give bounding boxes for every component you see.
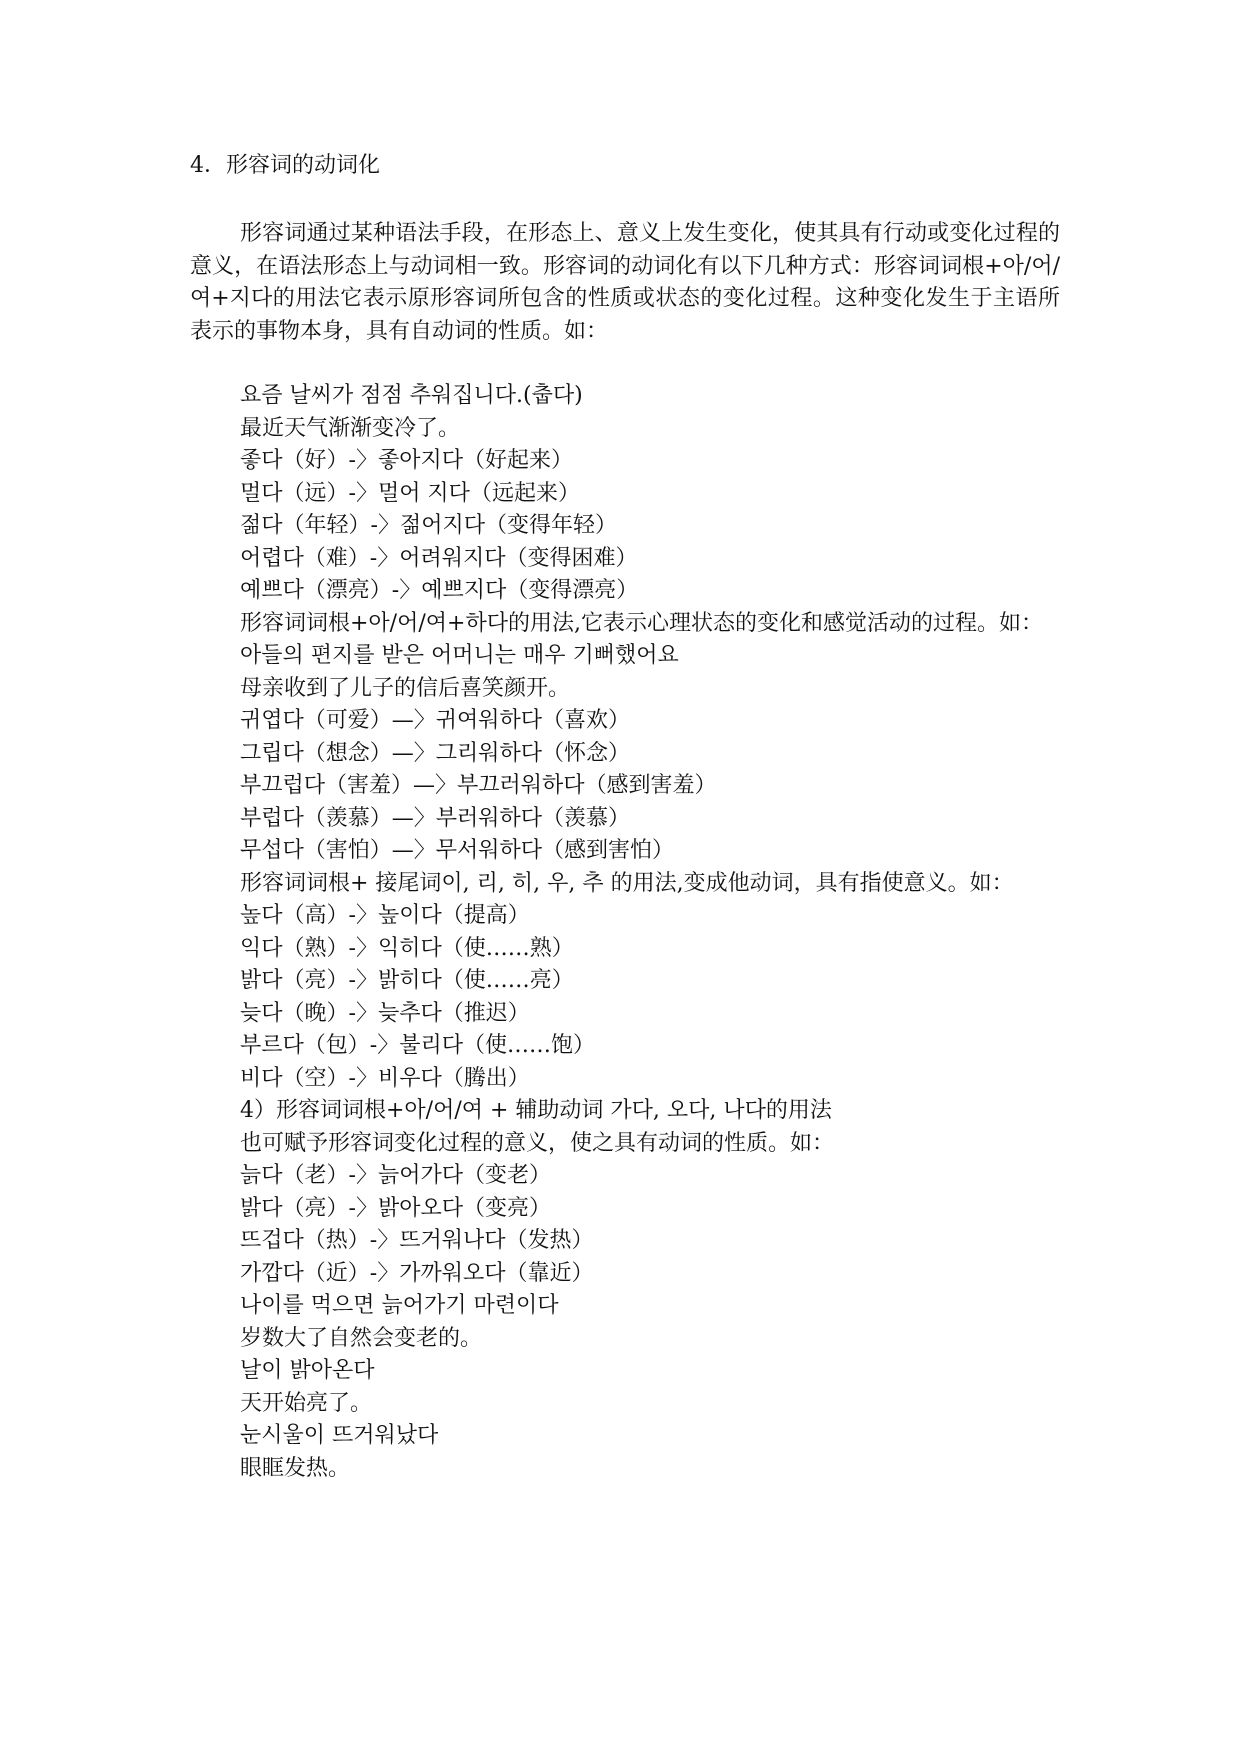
- example-line: 날이 밝아온다: [240, 1358, 375, 1383]
- example-line: 밝다（亮）-〉밝아오다（变亮）: [240, 1195, 551, 1221]
- example-line: 어렵다（难）-〉어려워지다（变得困难）: [240, 545, 638, 571]
- example-line: 높다（高）-〉높이다（提高）: [240, 903, 530, 928]
- section-heading: 4．形容词的动词化: [190, 153, 380, 178]
- example-line: 밝다（亮）-〉밝히다（使……亮）: [240, 968, 574, 993]
- example-line: 나이를 먹으면 늙어가기 마련이다: [240, 1293, 559, 1318]
- example-line: 天开始亮了。: [240, 1390, 373, 1416]
- example-lines: [190, 380, 1070, 1485]
- example-line: 眼眶发热。: [240, 1455, 351, 1481]
- example-line: 무섭다（害怕）—〉무서워하다（感到害怕）: [240, 838, 675, 863]
- example-line: 예쁘다（漂亮）-〉예쁘지다（变得漂亮）: [240, 578, 639, 603]
- example-line: 멀다（远）-〉멀어 지다（远起来）: [240, 480, 580, 506]
- example-line: 비다（空）-〉비우다（腾出）: [240, 1065, 530, 1091]
- example-line: 젊다（年轻）-〉젊어지다（变得年轻）: [240, 513, 617, 538]
- example-line: 부르다（包）-〉불리다（使……饱）: [240, 1033, 595, 1058]
- example-line: 也可赋予形容词变化过程的意义，使之具有动词的性质。如：: [240, 1130, 835, 1156]
- example-line: 익다（熟）-〉익히다（使……熟）: [240, 935, 574, 961]
- example-line: 岁数大了自然会变老的。: [240, 1325, 483, 1351]
- example-line: 부럽다（羡慕）—〉부러워하다（羡慕）: [240, 805, 631, 831]
- example-line: 눈시울이 뜨거워났다: [240, 1423, 439, 1448]
- example-line: 귀엽다（可爱）—〉귀여워하다（喜欢）: [240, 708, 631, 733]
- example-line: 가깝다（近）-〉가까워오다（靠近）: [240, 1260, 594, 1286]
- rule-paragraph: 形容词词根+아/어/여+하다的用法,它表示心理状态的变化和感觉活动的过程。如：: [240, 610, 1043, 636]
- example-line: 4）形容词词根+아/어/여 + 辅助动词 가다, 오다, 나다的用法: [240, 1098, 832, 1123]
- example-line: 아들의 편지를 받은 어머니는 매우 기뻐했어요: [240, 643, 679, 668]
- example-line: 母亲收到了儿子的信后喜笑颜开。: [240, 675, 571, 701]
- example-line: 늦다（晚）-〉늦추다（推迟）: [240, 1000, 530, 1026]
- example-line: 좋다（好）-〉좋아지다（好起来）: [240, 448, 573, 473]
- rule-paragraph: 形容词词根+ 接尾词이, 리, 히, 우, 추 的用法,变成他动词，具有指使意义。如：: [240, 870, 1014, 896]
- example-line: 요즘 날씨가 점점 추워집니다.(춥다): [240, 383, 583, 408]
- example-line: 最近天气渐渐变冷了。: [240, 415, 461, 441]
- example-line: 그립다（想念）—〉그리워하다（怀念）: [240, 740, 631, 766]
- example-line: 늙다（老）-〉늙어가다（变老）: [240, 1163, 551, 1188]
- example-line: 뜨겁다（热）-〉뜨거워나다（发热）: [240, 1228, 594, 1253]
- intro-paragraph: 形容词通过某种语法手段，在形态上、意义上发生变化，使其具有行动或变化过程的意义，在语法形态上与动词相一致。形容词的动词化有以下几种方式：形容词词根+아/어/여+지다的用法它表示原形容词所包含的性质或状态的变化过程。这种变化发生于主语所表示的事物本身，具有自动词的性质。如：: [190, 221, 1060, 344]
- example-line: 부끄럽다（害羞）—〉부끄러워하다（感到害羞）: [240, 773, 717, 798]
